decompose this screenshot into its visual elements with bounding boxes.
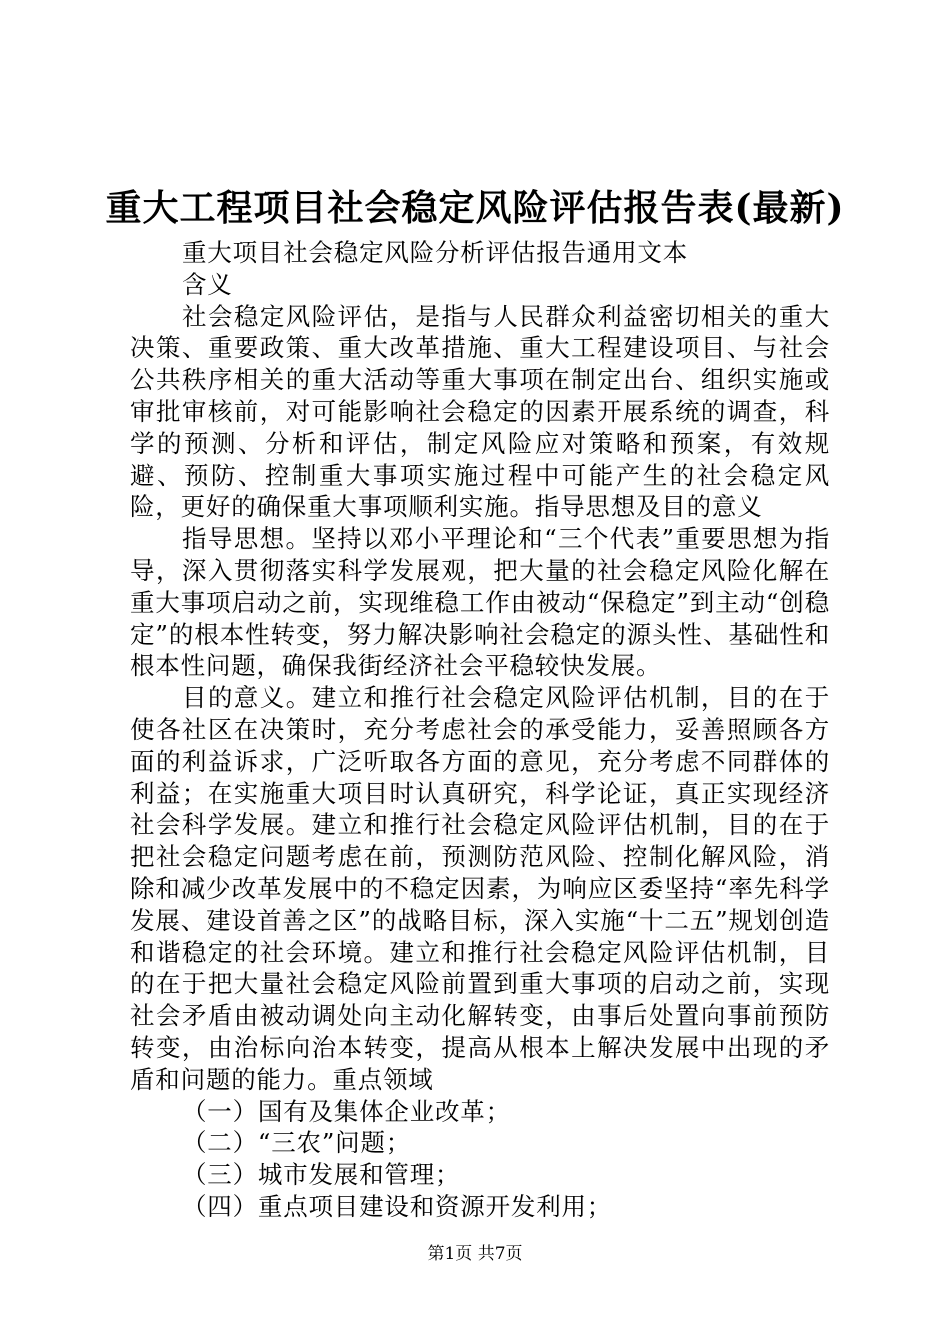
paragraph: 社会稳定风险评估，是指与人民群众利益密切相关的重大决策、重要政策、重大改革措施、重大工程建设项目、与社会公共秩序相关的重大活动等重大事项在制定出台、组织实施或审批审核前，对可能影响社会稳定的因素开展系统的调查，科学的预测、分析和评估，制定风险应对策略和预案，有效规避、预防、控制重大事项实施过程中可能产生的社会稳定风险，更好的确保重大事项顺利实施。指导思想及目的意义 <box>130 301 830 522</box>
section-heading: 含义 <box>182 269 233 299</box>
subtitle: 重大项目社会稳定风险分析评估报告通用文本 <box>182 238 688 267</box>
list-item: （四）重点项目建设和资源开发利用； <box>182 1191 613 1221</box>
list-item: （一）国有及集体企业改革； <box>182 1096 511 1126</box>
paragraph: 目的意义。建立和推行社会稳定风险评估机制，目的在于使各社区在决策时，充分考虑社会的承受能力，妥善照顾各方面的利益诉求，广泛听取各方面的意见，充分考虑不同群体的利益；在实施重大项目时认真研究，科学论证，真正实现经济社会科学发展。建立和推行社会稳定风险评估机制，目的在于把社会稳定问题考虑在前，预测防范风险、控制化解风险，消除和减少改革发展中的不稳定因素，为响应区委坚持“率先科学发展、建设首善之区”的战略目标，深入实施“十二五”规划创造和谐稳定的社会环境。建立和推行社会稳定风险评估机制，目的在于把大量社会稳定风险前置到重大事项的启动之前，实现社会矛盾由被动调处向主动化解转变，由事后处置向事前预防转变，由治标向治本转变，提高从根本上解决发展中出现的矛盾和问题的能力。重点领域 <box>130 683 830 1094</box>
page-number-footer: 第1页 共7页 <box>427 1244 523 1264</box>
document-title: 重大工程项目社会稳定风险评估报告表(最新) <box>105 187 845 229</box>
document-body <box>130 237 830 1223</box>
list-item: （二）“三农”问题； <box>182 1128 412 1158</box>
list-item: （三）城市发展和管理； <box>182 1160 461 1190</box>
paragraph: 指导思想。坚持以邓小平理论和“三个代表”重要思想为指导，深入贯彻落实科学发展观，把大量的社会稳定风险化解在重大事项启动之前，实现维稳工作由被动“保稳定”到主动“创稳定”的根本性转变，努力解决影响社会稳定的源头性、基础性和根本性问题，确保我街经济社会平稳较快发展。 <box>130 524 830 681</box>
